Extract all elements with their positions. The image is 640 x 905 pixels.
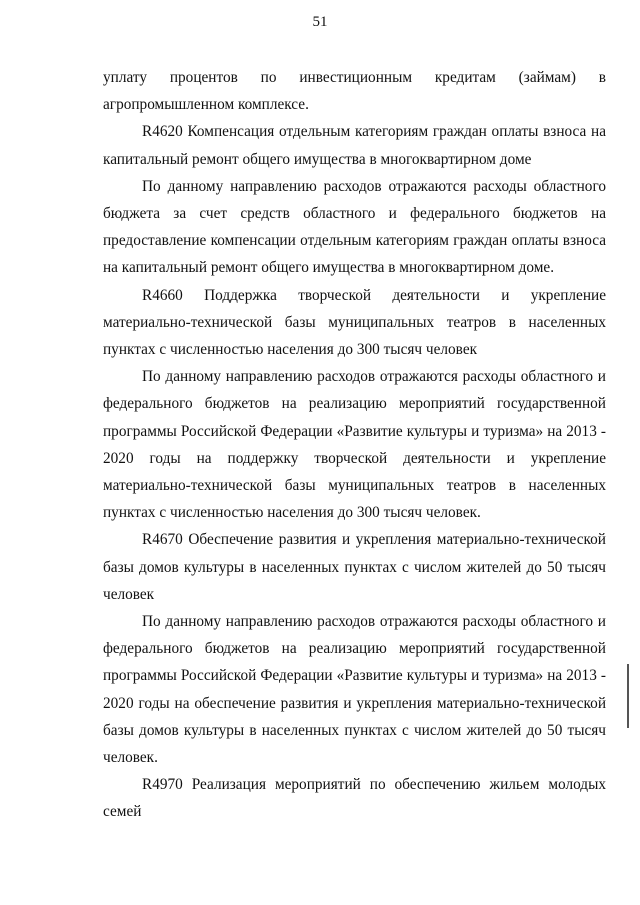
section-heading-r4620: R4620 Компенсация отдельным категориям граждан оплаты взноса на капитальный ремонт общего имущества в многоквартирном доме [103, 123, 606, 168]
section-heading-r4670: R4670 Обеспечение развития и укрепления материально-технической базы домов культуры в населенных пунктах с числом жителей до 50 тысяч человек [103, 531, 606, 603]
document-body [103, 64, 606, 826]
section-heading-r4970: R4970 Реализация мероприятий по обеспечению жильем молодых семей [103, 776, 606, 821]
page-number: 51 [312, 14, 328, 30]
paragraph-r4660-description: По данному направлению расходов отражаются расходы областного и федерального бюджетов на реализацию мероприятий государственной программы Российской Федерации «Развитие культуры и туризма» на 2013 - 2020 годы на поддержку творческой деятельности и укрепление материально-технической базы муниципальных театров в населенных пунктах с численностью населения до 300 тысяч человек. [103, 368, 606, 522]
scan-edge-mark [627, 664, 629, 728]
paragraph-r4670-description: По данному направлению расходов отражаются расходы областного и федерального бюджетов на реализацию мероприятий государственной программы Российской Федерации «Развитие культуры и туризма» на 2013 - 2020 годы на обеспечение развития и укрепления материально-технической базы домов культуры в населенных пунктах с числом жителей до 50 тысяч человек. [103, 613, 606, 767]
section-heading-r4660: R4660 Поддержка творческой деятельности и укрепление материально-технической базы муниципальных театров в населенных пунктах с численностью населения до 300 тысяч человек [103, 286, 606, 359]
paragraph-continuation: уплату процентов по инвестиционным кредитам (займам) в агропромышленном комплексе. [103, 69, 606, 114]
paragraph-r4620-description: По данному направлению расходов отражаются расходы областного бюджета за счет средств областного и федерального бюджетов на предоставление компенсации отдельным категориям граждан оплаты взноса на капитальный ремонт общего имущества в многоквартирном доме. [103, 177, 606, 277]
